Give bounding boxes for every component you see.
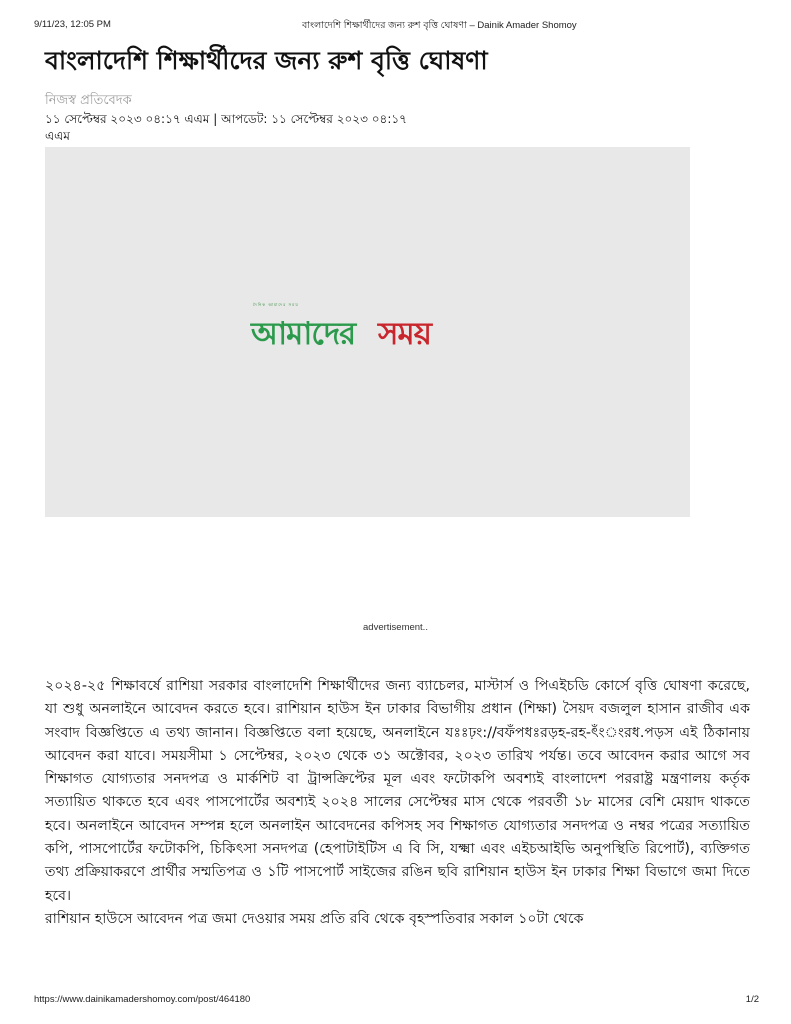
hero-image-placeholder: [45, 147, 690, 517]
article-byline[interactable]: নিজস্ব প্রতিবেদক: [45, 93, 132, 108]
logo-text-red: সময়: [378, 316, 431, 352]
article-headline: বাংলাদেশি শিক্ষার্থীদের জন্য রুশ বৃত্তি ঘোষণা: [45, 46, 488, 75]
page-number: 1/2: [745, 994, 759, 1005]
print-header: [34, 19, 759, 33]
print-page-title: বাংলাদেশি শিক্ষার্থীদের জন্য রুশ বৃত্তি ঘোষণা – Dainik Amader Shomoy: [302, 20, 577, 31]
article-timestamp: ১১ সেপ্টেম্বর ২০২৩ ০৪:১৭ এএম | আপডেট: ১১ সেপ্টেম্বর ২০২৩ ০৪:১৭ এএম: [45, 112, 407, 143]
print-date: 9/11/23, 12:05 PM: [34, 19, 111, 30]
article-body: [45, 675, 750, 931]
amader-shomoy-logo: [251, 302, 491, 362]
logo-text-green: আমাদের: [251, 316, 356, 352]
print-url: https://www.dainikamadershomoy.com/post/464180: [34, 994, 251, 1005]
logo-tagline: দৈনিক আমাদের সময়: [253, 302, 299, 307]
article-paragraph: ২০২৪-২৫ শিক্ষাবর্ষে রাশিয়া সরকার বাংলাদেশি শিক্ষার্থীদের জন্য ব্যাচেলর, মাস্টার্স ও পিএইচডি কোর্সে বৃত্তি ঘোষণা করেছে, যা শুধু অনলাইনে আবেদন করতে হবে। রাশিয়ান হাউস ইন ঢাকার বিভাগীয় প্রধান (শিক্ষা) সৈয়দ বজলুল হাসান রাজীব এক সংবাদ বিজ্ঞপ্তিতে এ তথ্য জানান। বিজ্ঞপ্তিতে বলা হয়েছে, অনলাইনে যঃঃঢ়ং://বফঁপধঃরড়হ-রহ-ৎঁংংরধ.পড়স এই ঠিকানায় আবেদন করা যাবে। সময়সীমা ১ সেপ্টেম্বর, ২০২৩ থেকে ৩১ অক্টোবর, ২০২৩ তারিখ পর্যন্ত। তবে আবেদন করার আগে সব শিক্ষাগত যোগ্যতার সনদপত্র ও মার্কশিট বা ট্রান্সক্রিপ্টের মূল এবং ফটোকপি অবশ্যই বাংলাদেশ পররাষ্ট্র মন্ত্রণালয় কর্তৃক সত্যায়িত থাকতে হবে এবং পাসপোর্টের অবশ্যই ২০২৪ সালের সেপ্টেম্বর মাস থেকে পরবর্তী ১৮ মাসের বেশি মেয়াদ থাকতে হবে। অনলাইনে আবেদন সম্পন্ন হলে অনলাইন আবেদনের কপিসহ সব শিক্ষাগত যোগ্যতার সনদপত্র ও নম্বর পত্রের সত্যায়িত কপি, পাসপোর্টের ফটোকপি, চিকিৎসা সনদপত্র (হেপাটাইটিস এ বি সি, যক্ষ্মা এবং এইচআইভি অনুপস্থিতি রিপোর্ট), ব্যক্তিগত তথ্য প্রক্রিয়াকরণে প্রার্থীর সম্মতিপত্র ও ১টি পাসপোর্ট সাইজের রঙিন ছবি রাশিয়ান হাউস ইন ঢাকার শিক্ষা বিভাগে জমা দিতে হবে।: [45, 678, 750, 904]
article-paragraph: রাশিয়ান হাউসে আবেদন পত্র জমা দেওয়ার সময় প্রতি রবি থেকে বৃহস্পতিবার সকাল ১০টা থেকে: [45, 910, 584, 927]
advertisement-label: advertisement..: [363, 622, 428, 633]
print-footer: [34, 994, 759, 1008]
